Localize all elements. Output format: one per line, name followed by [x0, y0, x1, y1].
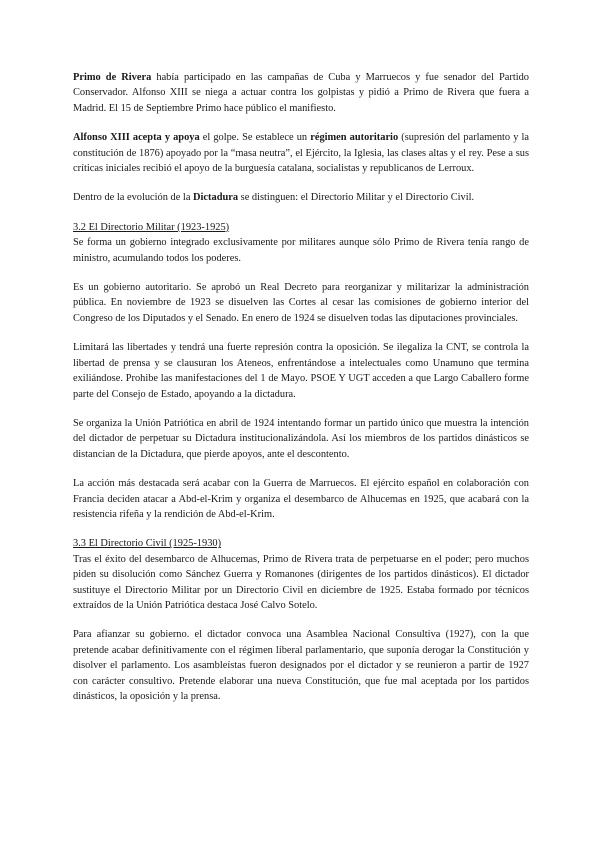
section-heading-directorio-civil: 3.3 El Directorio Civil (1925-1930) — [73, 538, 222, 550]
paragraph-text: se distinguen: el Directorio Militar y el Directorio Civil. — [238, 192, 475, 204]
paragraph-gobierno-militar: Se forma un gobierno integrado exclusivamente por militares aunque sólo Primo de Rivera tenía rango de ministro, acumulando todos los poderes. — [73, 237, 529, 264]
paragraph-text: había participado en las campañas de Cuba y Marruecos y fue senador del Partido Conservador. Alfonso XIII se niega a actuar contra los golpistas y pidió a Primo de Rivera que fuera a Madrid. El 15 de Septiembre Primo hace público el manifiesto. — [73, 72, 529, 114]
bold-phrase: régimen autoritario — [310, 132, 399, 144]
bold-phrase: Primo de Rivera — [73, 72, 152, 83]
paragraph-primo-de-rivera — [73, 70, 529, 116]
document-page — [73, 70, 529, 704]
paragraph-alfonso-xiii — [73, 130, 529, 176]
paragraph-dictadura — [73, 190, 529, 205]
section-heading-directorio-militar: 3.2 El Directorio Militar (1923-1925) — [73, 221, 230, 233]
paragraph-gobierno-autoritario: Es un gobierno autoritario. Se aprobó un Real Decreto para reorganizar y militarizar la administración pública. En noviembre de 1923 se disuelven las Cortes al cesar las comisiones de gobierno interior del Congreso de los Diputados y el Senado. En enero de 1924 se disuelven todas las diputaciones provinciales. — [73, 282, 529, 324]
paragraph-represion: Limitará las libertades y tendrá una fuerte represión contra la oposición. Se ilegaliza la CNT, se controla la libertad de prensa y se clausuran los Ateneos, enfrentándose a intelectuales como Unamuno que termina exiliándose. Prohibe las manifestaciones del 1 de Mayo. PSOE Y UGT acceden a que Largo Caballero forme parte del Consejo de Estado, apoyando a la dictadura. — [73, 342, 529, 400]
paragraph-text: el golpe. Se establece un — [199, 132, 311, 144]
paragraph-union-patriotica: Se organiza la Unión Patriótica en abril de 1924 intentando formar un partido único que muestra la intención del dictador de perpetuar su Dictadura institucionalizándola. Así los miembros de los partidos dinásticos se distancian de la Dictadura, que pierde apoyos, ante el descontento. — [73, 417, 529, 460]
paragraph-text: Dentro de la evolución de la — [73, 192, 194, 204]
bold-phrase: Dictadura — [193, 192, 239, 204]
bold-phrase: Alfonso XIII acepta y apoya — [73, 132, 200, 144]
paragraph-text: (supresión del parlamento y la constitución de 1876) apoyado por la “masa neutra”, el Ejército, la Iglesia, las clases altas y el rey. Pese a sus críticas iniciales recibió el apoyo de la burguesía catalana, socialistas y republicanos de Lerroux. — [73, 132, 529, 175]
paragraph-guerra-marruecos: La acción más destacada será acabar con la Guerra de Marruecos. El ejército español en colaboración con Francia deciden atacar a Abd-el-Krim y organiza el desembarco de Alhucemas en 1925, que acabará con la resistencia rifeña y la rendición de Abd-el-Krim. — [73, 478, 529, 520]
paragraph-directorio-civil: Tras el éxito del desembarco de Alhucemas, Primo de Rivera trata de perpetuarse en el poder; pero muchos piden su disolución como Sánchez Guerra y Romanones (dirigentes de los partidos dinásticos). El dictador sustituye el Directorio Militar por un Directorio Civil en diciembre de 1925. Estaba formado por técnicos extraídos de la Unión Patriótica destaca José Calvo Sotelo. — [73, 553, 529, 611]
paragraph-asamblea-nacional: Para afianzar su gobierno. el dictador convoca una Asamblea Nacional Consultiva (1927), con la que pretende acabar definitivamente con el régimen liberal parlamentario, que suponía derogar la Constitución y disolver el parlamento. Los asambleístas fueron designados por el dictador y se reunieron a partir de 1927 con carácter consultivo. Pretende elaborar una nueva Constitución, que fue mal aceptada por los partidos dinásticos, la oposición y la prensa. — [73, 629, 529, 702]
